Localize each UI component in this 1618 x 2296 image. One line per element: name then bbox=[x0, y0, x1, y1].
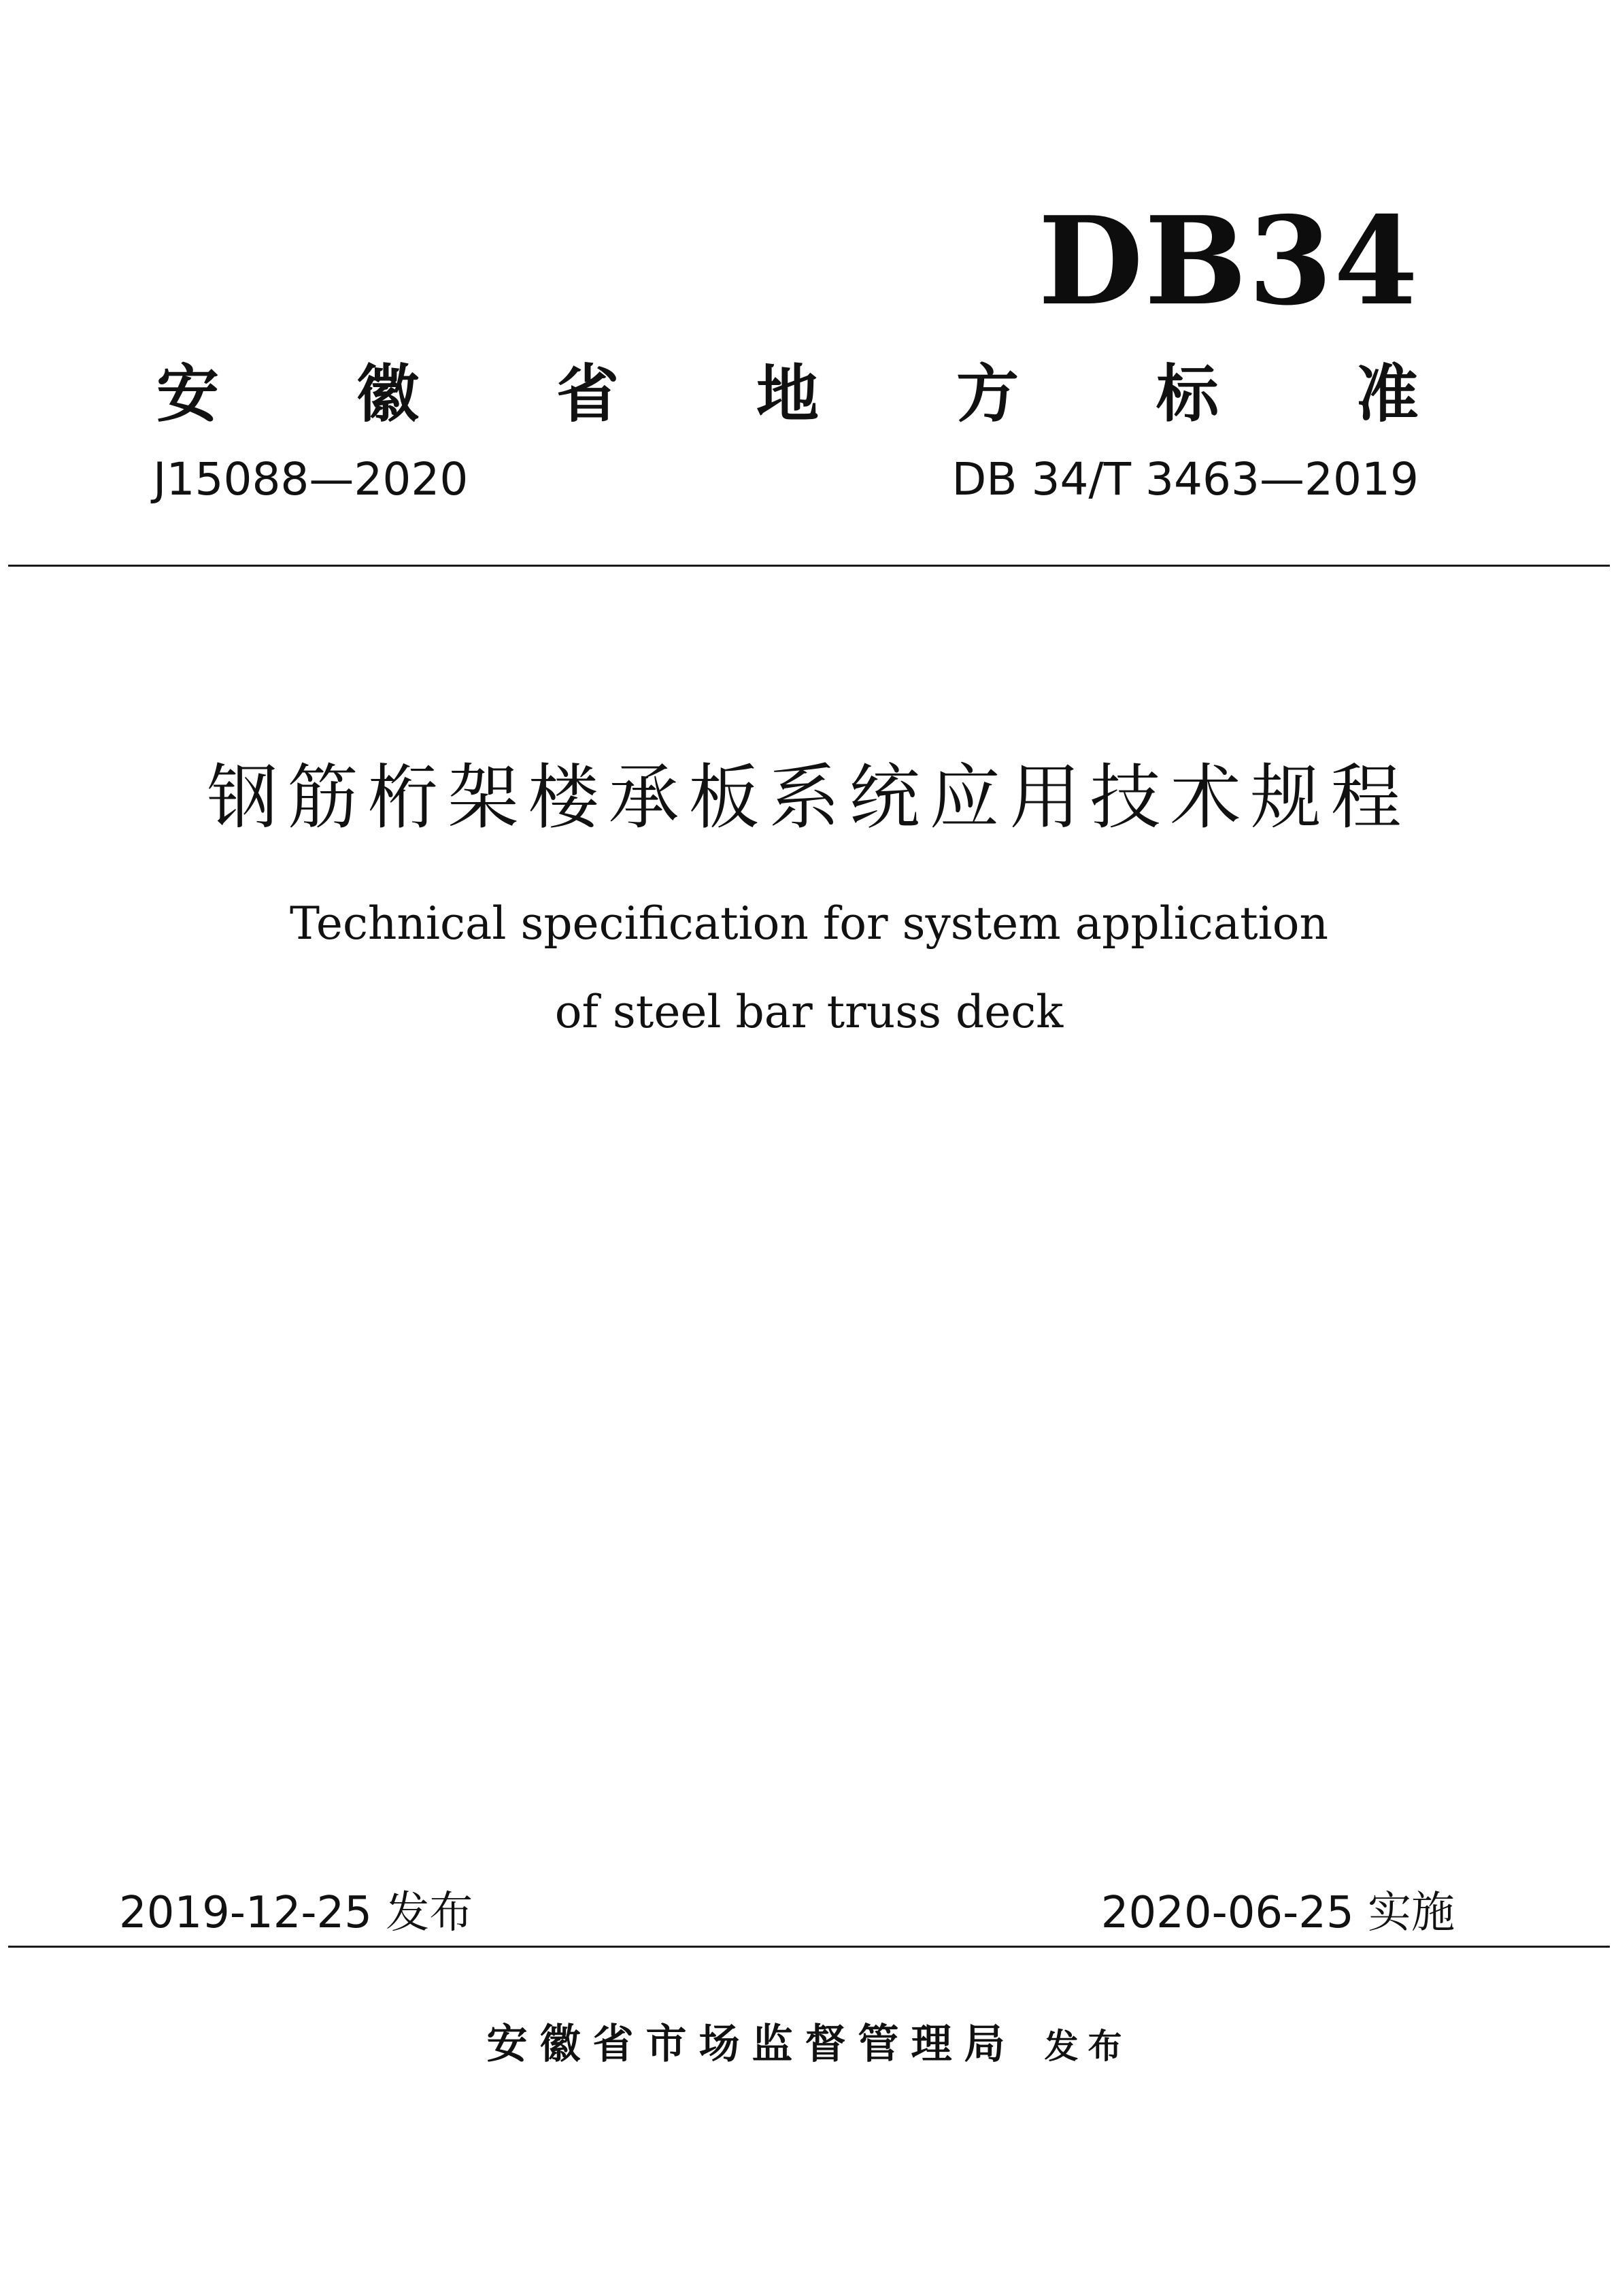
publisher-line bbox=[0, 2020, 1618, 2068]
record-number: J15088—2020 bbox=[153, 453, 469, 505]
header-divider bbox=[8, 565, 1610, 567]
implementation-date: 2020-06-25 实施 bbox=[1100, 1888, 1455, 1938]
english-title-line-2: of steel bar truss deck bbox=[554, 986, 1064, 1038]
standard-type-char: 标 bbox=[1156, 358, 1219, 431]
standard-type-heading bbox=[156, 354, 1419, 435]
standard-type-char: 地 bbox=[756, 358, 819, 431]
publisher-action: 发布 bbox=[1044, 2027, 1132, 2066]
footer-divider bbox=[8, 1946, 1610, 1948]
standard-type-char: 省 bbox=[556, 358, 619, 431]
standard-type-char: 安 bbox=[156, 358, 220, 431]
standard-code: DB34 bbox=[1038, 190, 1419, 332]
standard-type-char: 徽 bbox=[356, 358, 419, 431]
publisher-organization: 安徽省市场监督管理局 bbox=[486, 2020, 1017, 2068]
chinese-title: 钢筋桁架楼承板系统应用技术规程 bbox=[207, 756, 1411, 839]
standard-type-char: 方 bbox=[956, 358, 1019, 431]
issue-date: 2019-12-25 发布 bbox=[119, 1888, 473, 1938]
english-title-line-1: Technical specification for system application bbox=[290, 897, 1328, 950]
standard-type-char: 准 bbox=[1355, 358, 1419, 431]
standard-number: DB 34/T 3463—2019 bbox=[951, 453, 1419, 505]
